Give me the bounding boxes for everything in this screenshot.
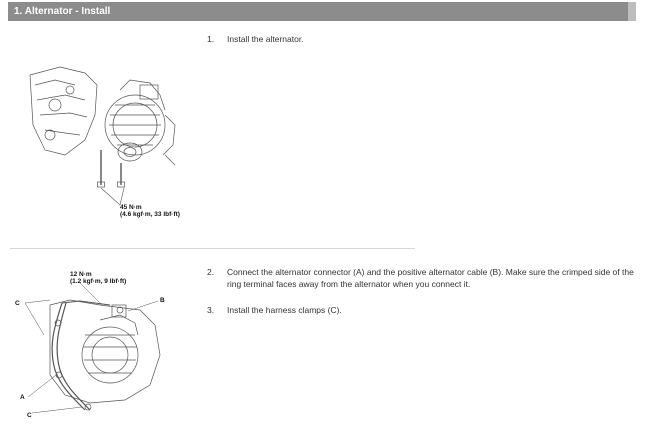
callout-a: A [20,394,25,401]
section-header [8,2,628,21]
step-number: 2. [207,267,215,277]
torque-spec-1: 45 N·m [120,204,142,211]
alternator-install-illustration [25,55,190,220]
alternator-connector-illustration [10,265,190,425]
section-divider [10,248,415,249]
step-2 [207,266,632,292]
step-1 [207,33,627,47]
torque-spec-1-imperial: (4.6 kgf·m, 33 lbf·ft) [120,211,180,218]
torque-spec-2-imperial: (1.2 kgf·m, 9 lbf·ft) [70,278,127,285]
step-number: 1. [207,34,215,44]
callout-c: C [15,300,20,307]
step-text: Install the harness clamps (C). [227,305,342,315]
callout-c-lower: C [27,412,32,419]
section-title: 1. Alternator - Install [14,6,111,17]
scrollbar[interactable] [628,2,636,21]
step-number: 3. [207,305,215,315]
callout-b: B [160,297,165,304]
torque-spec-2: 12 N·m [70,271,92,278]
step-3 [207,304,627,318]
step-text-line1: Connect the alternator connector (A) and the positive alternator cable (B). Make sure the crimped side of the [227,267,634,277]
step-text: Install the alternator. [227,34,304,44]
step-text-line2: ring terminal faces away from the alternator when you connect it. [227,279,471,289]
